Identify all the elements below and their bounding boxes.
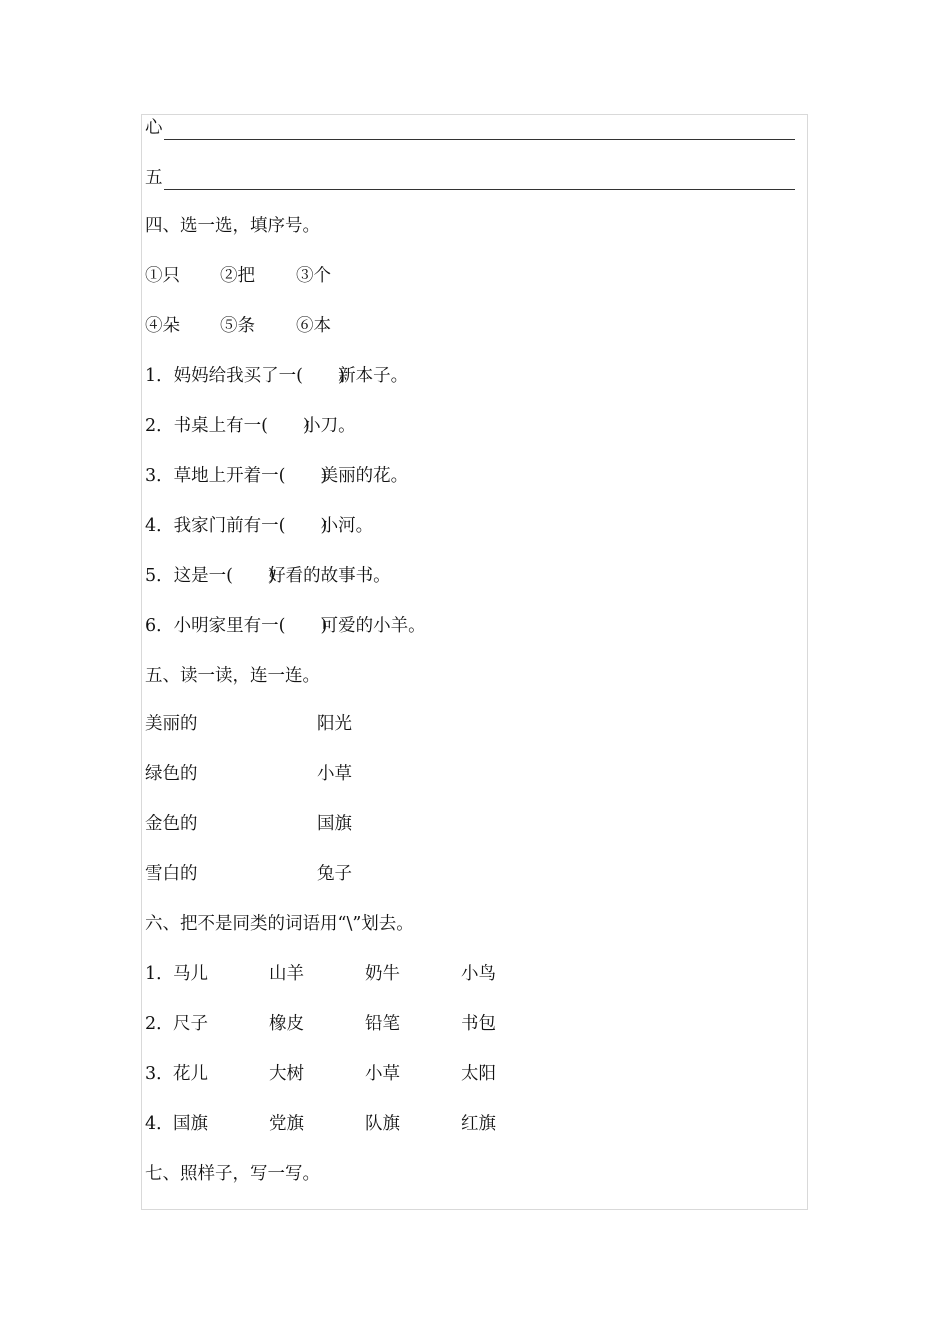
blank-underline	[164, 123, 796, 140]
question-6	[145, 614, 426, 638]
question-number: 1．	[145, 366, 174, 386]
match-left-item[interactable]: 金色的	[145, 814, 198, 834]
question-text: 小刀。	[303, 416, 356, 436]
question-text: 新本子。	[338, 366, 409, 386]
answer-blank[interactable]: ( )	[278, 516, 328, 536]
answer-blank[interactable]: ( )	[296, 366, 345, 386]
section4-title: 四、选一选，填序号。	[145, 216, 320, 236]
option-item: ①只	[145, 266, 180, 286]
word-group-row	[145, 962, 545, 986]
question-5	[145, 564, 391, 588]
word-item[interactable]: 国旗	[173, 1114, 208, 1134]
word-item[interactable]: 大树	[269, 1064, 304, 1084]
match-left-item[interactable]: 雪白的	[145, 864, 198, 884]
question-text: 小河。	[320, 516, 374, 536]
question-number: 2．	[145, 416, 174, 436]
option-item: ⑥本	[296, 316, 331, 336]
options-row-1	[145, 264, 445, 288]
writing-line-xin[interactable]	[145, 116, 795, 140]
match-row	[145, 762, 445, 786]
writing-line-char: 心	[145, 118, 163, 138]
answer-blank[interactable]: ( )	[261, 416, 310, 436]
section6-title: 六、把不是同类的词语用“\”划去。	[145, 914, 414, 934]
question-3	[145, 464, 408, 488]
question-text: 妈妈给我买了一	[173, 366, 297, 386]
word-group-row	[145, 1012, 545, 1036]
question-text: 可爱的小羊。	[320, 616, 426, 636]
option-item: ②把	[220, 266, 255, 286]
word-item[interactable]: 小鸟	[461, 964, 496, 984]
match-left-item[interactable]: 美丽的	[145, 714, 198, 734]
word-item[interactable]: 队旗	[365, 1114, 400, 1134]
question-2	[145, 414, 356, 438]
question-text: 小明家里有一	[173, 616, 279, 636]
word-item[interactable]: 花儿	[173, 1064, 208, 1084]
question-text: 美丽的花。	[320, 466, 409, 486]
word-item[interactable]: 党旗	[269, 1114, 304, 1134]
section7-title: 七、照样子，写一写。	[145, 1164, 320, 1184]
writing-line-char: 五	[145, 168, 163, 188]
row-number: 3．	[145, 1064, 174, 1084]
match-left-item[interactable]: 绿色的	[145, 764, 198, 784]
word-item[interactable]: 红旗	[461, 1114, 496, 1134]
question-1	[145, 364, 408, 388]
option-item: ④朵	[145, 316, 180, 336]
word-item[interactable]: 山羊	[269, 964, 304, 984]
row-number: 4．	[145, 1114, 174, 1134]
word-item[interactable]: 铅笔	[365, 1014, 400, 1034]
question-text: 好看的故事书。	[268, 566, 391, 586]
match-row	[145, 812, 445, 836]
answer-blank[interactable]: ( )	[226, 566, 275, 586]
question-number: 3．	[145, 466, 174, 486]
option-item: ③个	[296, 266, 331, 286]
match-right-item[interactable]: 国旗	[317, 814, 352, 834]
question-text: 这是一	[173, 566, 227, 586]
row-number: 1．	[145, 964, 174, 984]
question-number: 6．	[145, 616, 174, 636]
word-item[interactable]: 书包	[461, 1014, 496, 1034]
answer-blank[interactable]: ( )	[278, 466, 328, 486]
word-item[interactable]: 小草	[365, 1064, 400, 1084]
match-right-item[interactable]: 小草	[317, 764, 352, 784]
match-row	[145, 712, 445, 736]
row-number: 2．	[145, 1014, 174, 1034]
word-group-row	[145, 1062, 545, 1086]
question-text: 书桌上有一	[173, 416, 262, 436]
question-text: 草地上开着一	[173, 466, 279, 486]
question-text: 我家门前有一	[173, 516, 279, 536]
answer-blank[interactable]: ( )	[278, 616, 328, 636]
option-item: ⑤条	[220, 316, 255, 336]
word-group-row	[145, 1112, 545, 1136]
writing-line-wu[interactable]	[145, 166, 795, 190]
options-row-2	[145, 314, 445, 338]
word-item[interactable]: 橡皮	[269, 1014, 304, 1034]
blank-underline	[164, 173, 796, 190]
question-number: 4．	[145, 516, 174, 536]
match-row	[145, 862, 445, 886]
match-right-item[interactable]: 兔子	[317, 864, 352, 884]
section5-title: 五、读一读，连一连。	[145, 666, 320, 686]
match-right-item[interactable]: 阳光	[317, 714, 352, 734]
word-item[interactable]: 马儿	[173, 964, 208, 984]
question-4	[145, 514, 373, 538]
word-item[interactable]: 奶牛	[365, 964, 400, 984]
word-item[interactable]: 太阳	[461, 1064, 496, 1084]
question-number: 5．	[145, 566, 174, 586]
word-item[interactable]: 尺子	[173, 1014, 208, 1034]
